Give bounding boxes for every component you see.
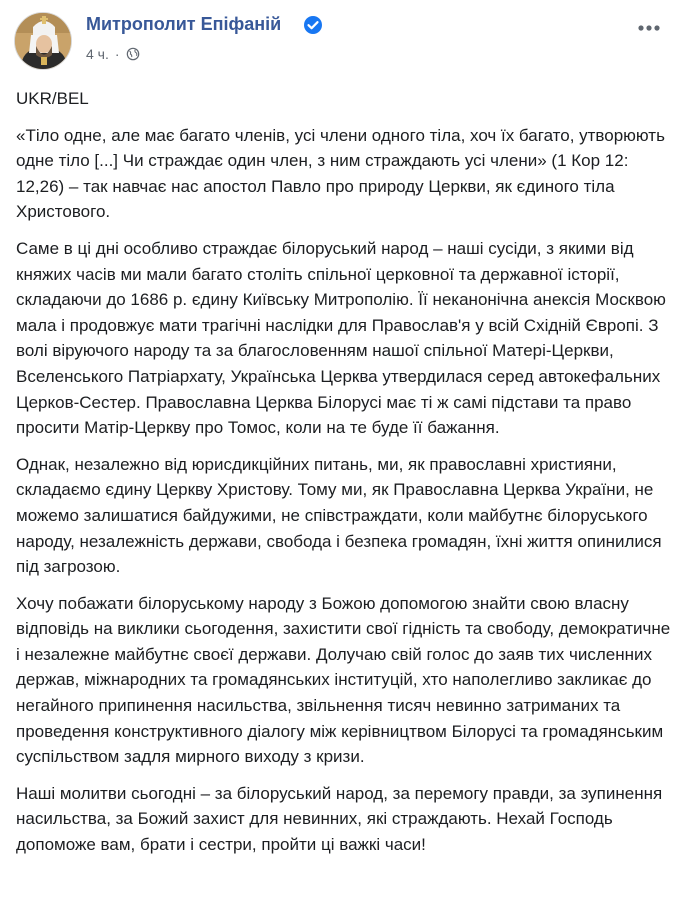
globe-icon[interactable] <box>126 47 140 61</box>
author-name[interactable]: Митрополит Епіфаній <box>86 14 282 34</box>
author-avatar[interactable] <box>14 12 72 70</box>
language-tag: UKR/BEL <box>16 89 89 108</box>
meta-separator: · <box>114 46 120 62</box>
post-meta <box>86 46 140 62</box>
verified-badge-icon <box>303 15 323 35</box>
post-paragraph: Однак, незалежно від юрисдикційних питань, ми, як православні християни, складаємо єдину Церкву Христову. Тому ми, як Православна Церква України, не можемо залишатися байдужими, не співстраждати, коли майбутнє білоруського народу, незалежність держави, свобода і безпека громадян, їхні життя опинилися під загрозою. <box>16 454 662 577</box>
avatar-image <box>15 13 72 70</box>
post-body <box>16 86 674 858</box>
post-paragraph: Саме в ці дні особливо страждає білоруський народ – наші сусіди, з якими від княжих часів ми мали багато століть спільної церковної та державної історії, складаючи до 1686 р. єдину Київську Митрополію. Її неканонічна анексія Москвою мала і продовжує мати трагічні наслідки для Православ'я у всій Східній Європі. З волі віруючого народу та за благословенням нашої спільної Матері-Церкви, Вселенського Патріархату, Українська Церква утвердилася серед автокефальних Церков-Сестер. Православна Церква Білорусі має ті ж самі підстави та право просити Матір-Церкву про Томос, коли на те буде її бажання. <box>16 238 666 438</box>
post-paragraph: Хочу побажати білоруському народу з Божою допомогою знайти свою власну відповідь на виклики сьогодення, захистити свої гідність та свободу, демократичне і незалежне майбутнє своєї держави. Долучаю свій голос до заяв тих численних держав, міжнародних та громадянських інституцій, хто наполегливо закликає до негайного припинення насильства, звільнення тисяч невинно затриманих та проведення конструктивного діалогу між керівництвом Білорусі та громадянським суспільством задля мирного виходу з кризи. <box>16 593 671 767</box>
more-options-icon[interactable] <box>634 16 664 40</box>
post-header <box>14 12 668 72</box>
post-timestamp[interactable]: 4 ч. <box>86 46 109 62</box>
post-paragraph: Наші молитви сьогодні – за білоруський народ, за перемогу правди, за зупинення насильства, за Божий захист для невинних, які страждають. Нехай Господь допоможе вам, брати і сестри, пройти ці важкі часи! <box>16 783 663 855</box>
post-paragraph: «Тіло одне, але має багато членів, усі члени одного тіла, хоч їх багато, утворюють одне тіло [...] Чи страждає один член, з ним страждають усі члени» (1 Кор 12: 12,26) – так навчає нас апостол Павло про природу Церкви, як єдиного тіла Христового. <box>16 125 665 222</box>
